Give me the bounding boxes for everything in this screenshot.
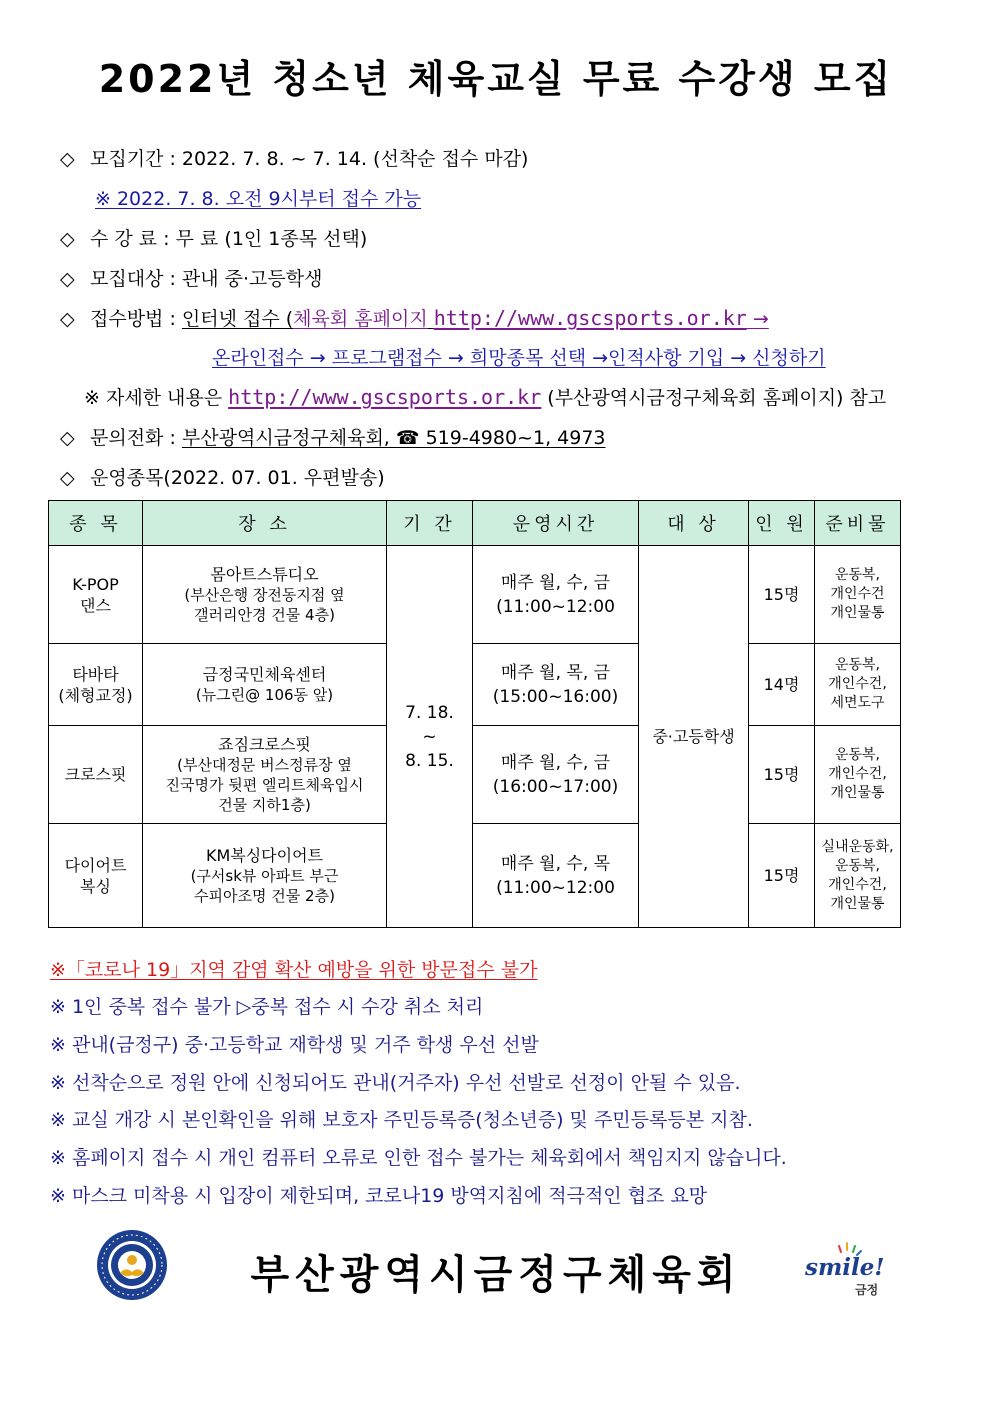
sport-cell: 크로스핏 xyxy=(49,726,143,824)
info-target: ◇ 모집대상 : 관내 중·고등학생 xyxy=(60,268,323,290)
org-homepage-text: 체육회 홈페이지 xyxy=(293,308,428,330)
table-row xyxy=(49,546,901,644)
place-cell: KM복싱다이어트 (구서sk뷰 아파트 부근 수피아조명 건물 2층) xyxy=(143,824,387,928)
note-homepage-error: ※ 홈페이지 접수 시 개인 컴퓨터 오류로 인한 접수 불가는 체육회에서 책임지지 않습니다. xyxy=(50,1147,787,1169)
place-cell: 금정국민체육센터 (뉴그린@ 106동 앞) xyxy=(143,644,387,726)
table-header-row xyxy=(49,501,901,546)
table-row xyxy=(49,644,901,726)
table-row xyxy=(49,824,901,928)
info-contact: ◇ 문의전화 : 부산광역시금정구체육회, ☎ 519-4980~1, 4973 xyxy=(60,427,606,449)
table-row xyxy=(49,726,901,824)
info-detail: ※ 자세한 내용은 http://www.gscsports.or.kr (부산광역시금정구체육회 홈페이지) 참고 xyxy=(84,385,887,409)
target-cell: 중·고등학생 xyxy=(639,546,749,928)
info-fee: ◇ 수 강 료 : 무 료 (1인 1종목 선택) xyxy=(60,228,368,250)
diamond-icon: ◇ xyxy=(60,308,75,330)
detail-homepage-link[interactable]: http://www.gscsports.or.kr xyxy=(228,385,542,409)
info-programs-heading: ◇ 운영종목(2022. 07. 01. 우편발송) xyxy=(60,467,385,489)
sport-cell: 타바타 (체형교정) xyxy=(49,644,143,726)
homepage-link[interactable]: http://www.gscsports.or.kr xyxy=(433,306,747,330)
time-cell: 매주 월, 수, 금 (16:00~17:00) xyxy=(473,726,639,824)
prep-cell: 실내운동화, 운동복, 개인수건, 개인물통 xyxy=(815,824,901,928)
info-method: ◇ 접수방법 : 인터넷 접수 (체육회 홈페이지 http://www.gscsports.or.kr → xyxy=(60,306,769,330)
diamond-icon: ◇ xyxy=(60,467,75,489)
page-title: 2022년 청소년 체육교실 무료 수강생 모집 xyxy=(98,57,894,101)
place-cell: 몸아트스튜디오 (부산은행 장전동지점 옆 갤러리안경 건물 4층) xyxy=(143,546,387,644)
diamond-icon: ◇ xyxy=(60,427,75,449)
count-cell: 15명 xyxy=(749,824,815,928)
program-table xyxy=(48,500,901,928)
footer-organization: 부산광역시금정구체육회 xyxy=(250,1252,742,1298)
header-place: 장 소 xyxy=(143,501,387,546)
header-sport: 종 목 xyxy=(49,501,143,546)
info-period: ◇ 모집기간 : 2022. 7. 8. ~ 7. 14. (선착순 접수 마감) xyxy=(60,148,529,170)
prep-cell: 운동복, 개인수건, 세면도구 xyxy=(815,644,901,726)
sport-cell: K-POP 댄스 xyxy=(49,546,143,644)
header-target: 대 상 xyxy=(639,501,749,546)
info-method-steps: 온라인접수 → 프로그램접수 → 희망종목 선택 →인적사항 기입 → 신청하기 xyxy=(212,347,826,369)
count-cell: 14명 xyxy=(749,644,815,726)
info-period-note: ※ 2022. 7. 8. 오전 9시부터 접수 가능 xyxy=(95,188,422,210)
note-covid: ※「코로나 19」지역 감염 확산 예방을 위한 방문접수 불가 xyxy=(50,959,538,981)
place-cell: 죠짐크로스핏 (부산대정문 버스정류장 옆 진국명가 뒷편 엘리트체육입시 건물 지하1층) xyxy=(143,726,387,824)
header-time: 운영시간 xyxy=(473,501,639,546)
header-prep: 준비물 xyxy=(815,501,901,546)
prep-cell: 운동복, 개인수건, 개인물통 xyxy=(815,726,901,824)
count-cell: 15명 xyxy=(749,726,815,824)
diamond-icon: ◇ xyxy=(60,268,75,290)
diamond-icon: ◇ xyxy=(60,148,75,170)
header-count: 인 원 xyxy=(749,501,815,546)
period-cell: 7. 18. ~ 8. 15. xyxy=(387,546,473,928)
count-cell: 15명 xyxy=(749,546,815,644)
prep-cell: 운동복, 개인수건 개인물통 xyxy=(815,546,901,644)
smile-geumjeong-logo: smile! 금정 xyxy=(803,1238,893,1298)
note-id-check: ※ 교실 개강 시 본인확인을 위해 보호자 주민등록증(청소년증) 및 주민등록등본 지참. xyxy=(50,1109,753,1131)
time-cell: 매주 월, 수, 금 (11:00~12:00 xyxy=(473,546,639,644)
time-cell: 매주 월, 목, 금 (15:00~16:00) xyxy=(473,644,639,726)
header-period: 기 간 xyxy=(387,501,473,546)
note-duplicate: ※ 1인 중복 접수 불가 ▷중복 접수 시 수강 취소 처리 xyxy=(50,996,484,1018)
sport-cell: 다이어트 복싱 xyxy=(49,824,143,928)
note-mask: ※ 마스크 미착용 시 입장이 제한되며, 코로나19 방역지침에 적극적인 협조 요망 xyxy=(50,1185,708,1207)
note-first-come: ※ 선착순으로 정원 안에 신청되어도 관내(거주자) 우선 선발로 선정이 안될 수 있음. xyxy=(50,1072,741,1094)
time-cell: 매주 월, 수, 목 (11:00~12:00 xyxy=(473,824,639,928)
note-priority: ※ 관내(금정구) 중·고등학교 재학생 및 거주 학생 우선 선발 xyxy=(50,1034,539,1056)
diamond-icon: ◇ xyxy=(60,228,75,250)
